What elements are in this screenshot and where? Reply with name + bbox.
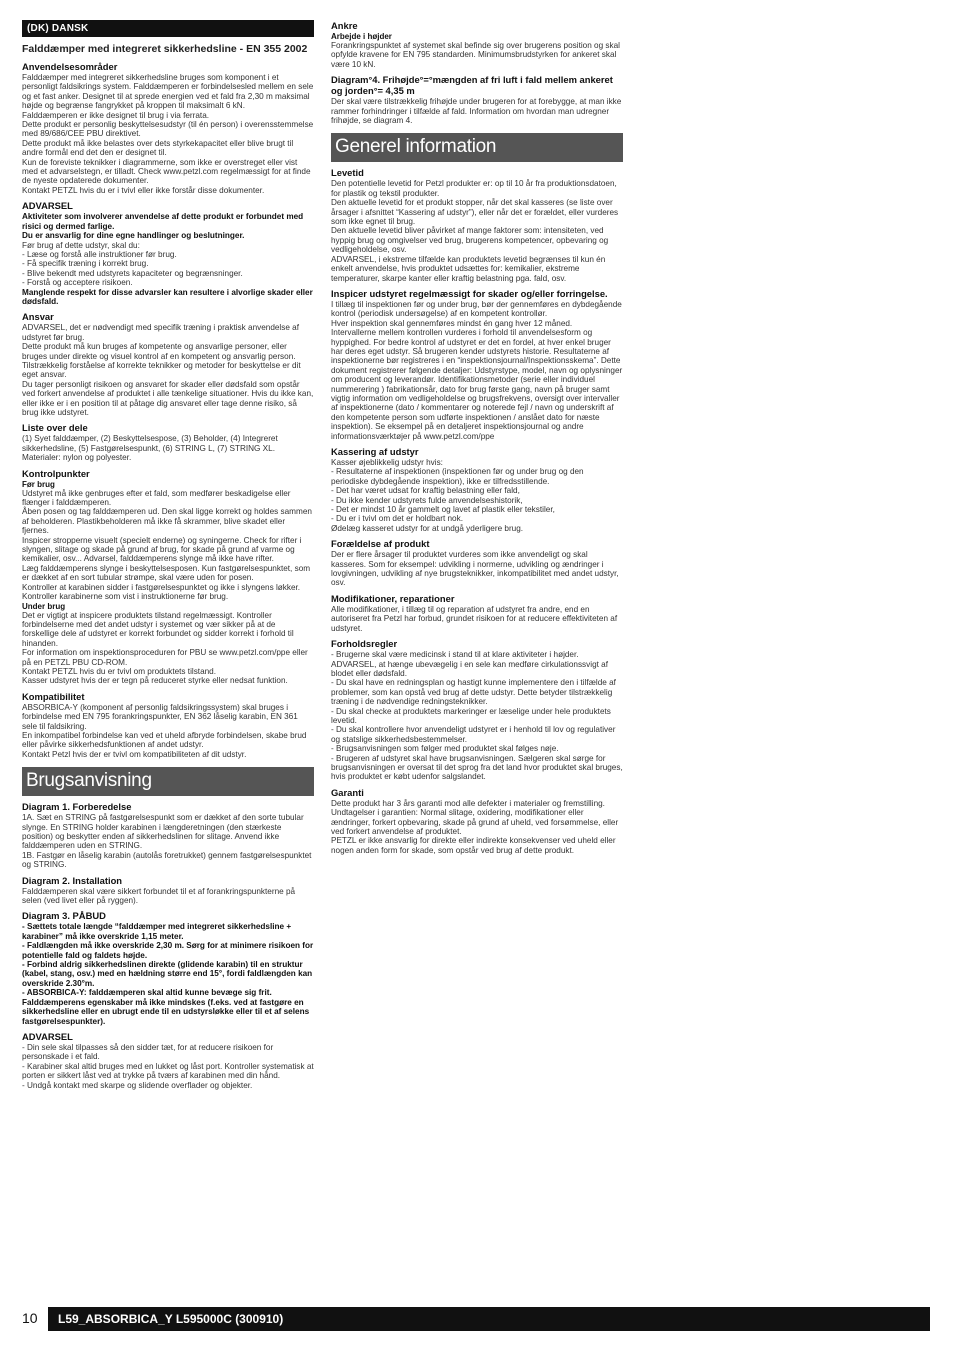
advarsel-bold-intro: Aktiviteter som involverer anvendelse af dette produkt er forbundet med risici og dermed farlige. Du er ansvarlig for dine egne handlinger og beslutninger. bbox=[22, 212, 304, 241]
section-heading-diagram-3: Diagram 3. PÅBUD bbox=[22, 910, 106, 922]
document-reference-bar: L59_ABSORBICA_Y L595000C (300910) bbox=[48, 1307, 930, 1331]
section-text-ankre: Forankringspunktet af systemet skal befinde sig over brugerens position og skal opfylde kravene for EN 795 standarden. Minimumsbrudstyrken for ankeret skal være 10 kN. bbox=[331, 41, 620, 69]
section-text-kompatibilitet: ABSORBICA-Y (komponent af personlig faldsikringssystem) skal bruges i forbindelse med EN 795 forankringspunkter, EN 362 låselig karabin, EN 361 sele til faldsikring. En inkompatibel forbindelse kan ved et uheld afbryde forbindelsen, skabe brud eller påvirke sikkerhedsfunktionen af andet udstyr. Kontakt Petzl hvis der er tvivl om kompatibiliteten af dit udstyr. bbox=[22, 702, 307, 759]
section-heading-inspicer: Inspicer udstyret regelmæssigt for skader og/eller forringelse. bbox=[331, 287, 608, 299]
section-text-inspicer: I tillæg til inspektionen før og under brug, bør der gennemføres en dybdegående kontrol (periodisk undersøgelse) af en kompetent kontrollør. Hver inspektion skal gennemføres mindst én gang hver 12 måned. Intervallerne mellem kontrollen vurderes i forhold til anvendelsesform og hyppighed. For bedre kontrol af udstyret er det en fordel, at hver enkel bruger har deres eget udstyr. Så brugeren kender udstyrets historie. Resultaterne af inspektionerne bør registreres i en “inspektionsjournal/Inspektionsskema”. Dette dokument registrerer følgende detaljer: Udstyrstype, model, navn og oplysninger om producent og leverandør. Identifikationsmetoder (serie eller individuel nummerering ) fabrikationsår, dato for brug første gang, navn på bruger samt vigtig information om vedligeholdelse og brugsfrekvens, oversigt over intervaller af inspektionerne (dato / kommentarer og noterede fejl / navn og underskrift af den kompetente person som udførte inspektionen / anslået dato for næste inspektion). Se eksempel på en detaljeret inspektionsjournal og andre informationsværktøjer på www.petzl.com/ppe bbox=[331, 299, 623, 441]
section-text-levetid: Den potentielle levetid for Petzl produkter er: op til 10 år fra produktionsdatoen, for plastik og tekstil produkter. Den aktuelle levetid for et produkt stopper, når det skal kasseres (se liste over årsager i afsnittet “Kassering af udstyr”), eller når det er forældet, eller vurderes som ikke egnet til brug. Den aktuelle levetid bliver påvirket af mange faktorer som: intensiteten, ved hyppig brug og omgivelser ved brug, brugerens kompetencer, opbevaring og vedligeholdelse, osv. ADVARSEL, i ekstreme tilfælde kan produktets levetid begrænses til kun én enkelt anvendelse, hvis produktet udsættes for: kemikalier, ekstreme temperaturer, skarpe kanter eller kraftig belastning pga. fald, osv. bbox=[331, 179, 619, 283]
section-heading-diagram-2: Diagram 2. Installation bbox=[22, 874, 123, 886]
section-heading-advarsel-2: ADVARSEL bbox=[22, 1030, 73, 1042]
section-text-anvendelse: Falddæmper med integreret sikkerhedsline bruges som komponent i et personligt faldsikrings system. Falddæmperen er forbindelsesled mellem en sele og et fast anker. Designet til at sprede energien ved et fald fra 2,30 m maksimal højde og begrænse fangrykket på kroppen til maksimalt 6 kN. Falddæmperen er ikke designet til brug i via ferrata. Dette produkt er personlig beskyttelsesudstyr (til én person) i overensstemmelse med 89/686/CEE PBU direktivet. Dette produkt må ikke belastes over dets styrkekapacitet eller blive brugt til andre formål end det den er designet til. Kun de foreviste teknikker i diagrammerne, som ikke er overstreget eller vist med et advarselstegn, er tilladt. Check www.petzl.com regelmæssigt for at finde de nyeste opdaterede dokumenter. Kontakt PETZL hvis du er i tvivl eller ikke forstår disse dokumenter. bbox=[22, 73, 314, 195]
section-heading-kontrol: Kontrolpunkter bbox=[22, 467, 90, 479]
right-column bbox=[331, 20, 623, 855]
section-text-kassering: Kasser øjeblikkelig udstyr hvis: - Resultaterne af inspektionen (inspektionen før og under brug og den periodiske dybdegående inspektion), ikke er tilfredsstillende. - Det har været udsat for kraftig belastning eller fald, - Du ikke kender udstyrets fulde anvendelseshistorik, - Det er mindst 10 år gammelt og lavet af plastik eller tekstiler, - Du er i tvivl om det er holdbart nok. Ødelæg kasseret udstyr for at undgå yderligere brug. bbox=[331, 458, 584, 533]
section-heading-ansvar: Ansvar bbox=[22, 311, 54, 323]
section-heading-foraeldelse: Forældelse af produkt bbox=[331, 538, 430, 550]
document-title: Falddæmper med integreret sikkerhedsline - EN 355 2002 bbox=[22, 43, 308, 55]
section-text-diagram-2: Falddæmperen skal være sikkert forbundet til et af forankringspunkterne på selen (ved livet eller på ryggen). bbox=[22, 886, 296, 906]
section-banner-brugsanvisning: Brugsanvisning bbox=[22, 767, 314, 796]
section-text-diagram-3: - Sættets totale længde “falddæmper med integreret sikkerhedsline + karabiner” må ikke overskride 1,15 meter. - Faldlængden må ikke overskride 2,30 m. Sørg for at minimere risikoen for potentielle fald og faldets højde. - Forbind aldrig sikkerhedslinen direkte (glidende karabin) til en struktur (kabel, stang, osv.) med en hældning større end 15°, fordi faldlængden kan overskride 2.30°m. - ABSORBICA-Y: falddæmperen skal altid kunne bevæge sig frit. Falddæmperens egenskaber må ikke mindskes (f.eks. ved at fastgøre en sikkerhedsline eller en ubrugt ende til en udstyrsløkke eller til et af selens fastgørelsespunkter). bbox=[22, 922, 314, 1026]
language-label: (DK) DANSK bbox=[22, 20, 314, 37]
page-footer bbox=[22, 1307, 930, 1331]
section-heading-advarsel: ADVARSEL bbox=[22, 200, 73, 212]
section-heading-liste: Liste over dele bbox=[22, 422, 88, 434]
section-heading-modifikationer: Modifikationer, reparationer bbox=[331, 592, 455, 604]
section-text-advarsel: Før brug af dette udstyr, skal du: - Læse og forstå alle instruktioner før brug. - Få specifik træning i korrekt brug. - Blive bekendt med udstyrets kapaciteter og begrænsninger. - Forstå og acceptere risikoen. bbox=[22, 240, 243, 288]
section-text-garanti: Dette produkt har 3 års garanti mod alle defekter i materialer og fremstilling. Undtagelser i garantien: Normal slitage, oxidering, modifikationer eller ændringer, forkert opbevaring, skade på grund af uheld, ved forsømmelse, eller ved forkert anvendelse af produktet. PETZL er ikke ansvarlig for direkte eller indirekte konsekvenser ved uheld eller nogen anden form for skade, som opstår ved brug af dette produkt. bbox=[331, 798, 619, 855]
section-text-modifikationer: Alle modifikationer, i tillæg til og reparation af udstyret fra andre, end en autoriseret fra Petzl har forbud, grundet risikoen for at reducere effektiviteten af udstyret. bbox=[331, 604, 618, 633]
section-heading-diagram-1: Diagram 1. Forberedelse bbox=[22, 801, 132, 813]
section-text-under-brug: Det er vigtigt at inspicere produktets tilstand regelmæssigt. Kontroller forbindelserne med det andet udstyr i systemet og vær sikker på at de forskellige dele af udstyret er korrekt forbundet og sidder korrekt i forhold til hinanden. For information om inspektionsproceduren for PBU se www.petzl.com/ppe eller på en PETZL PBU CD-ROM. Kontakt PETZL hvis du er tvivl om produktets tilstand. Kasser udstyret hvis der er tegn på reduceret styrke eller nedsat funktion. bbox=[22, 610, 308, 686]
page-number: 10 bbox=[22, 1310, 38, 1326]
section-heading-diagram-4: Diagram°4. Frihøjde°=°mængden af fri luft i fald mellem ankeret og jorden°= 4,35 m bbox=[331, 74, 613, 97]
section-banner-generel-information: Generel information bbox=[331, 133, 623, 162]
advarsel-bold-outro: Manglende respekt for disse advarsler kan resultere i alvorlige skader eller dødsfald. bbox=[22, 287, 313, 306]
section-heading-kassering: Kassering af udstyr bbox=[331, 446, 419, 457]
section-text-diagram-4: Der skal være tilstrækkelig frihøjde under brugeren for at forebygge, at man ikke rammer forhindringer i tilfælde af fald. Information om hvordan man udregner frihøjde, se diagram 4. bbox=[331, 97, 622, 126]
section-heading-garanti: Garanti bbox=[331, 786, 364, 798]
section-heading-levetid: Levetid bbox=[331, 167, 364, 179]
section-text-advarsel-2: - Din sele skal tilpasses så den sidder tæt, for at reducere risikoen for personskade i et fald. - Karabiner skal altid bruges med en lukket og låst port. Kontroller systematisk at porten er sikkert låst ved at trykke på tværs af karabinen med din hånd. - Undgå kontakt med skarpe og slidende overflader og objekter. bbox=[22, 1042, 314, 1090]
section-text-liste: (1) Syet falddæmper, (2) Beskyttelsespose, (3) Beholder, (4) Integreret sikkerhedsline, (5) Fastgørelsespunkt, (6) STRING L, (7) STRING XL. Materialer: nylon og polyester. bbox=[22, 434, 278, 463]
section-heading-forholdsregler: Forholdsregler bbox=[331, 638, 398, 650]
section-heading-anvendelse: Anvendelsesområder bbox=[22, 61, 118, 72]
section-heading-ankre: Ankre bbox=[331, 20, 358, 31]
left-column bbox=[22, 20, 314, 1090]
subheading-under-brug: Under brug bbox=[22, 601, 66, 611]
section-text-ansvar: ADVARSEL, det er nødvendigt med specifik træning i praktisk anvendelse af udstyret før brug. Dette produkt må kun bruges af kompetente og ansvarlige personer, eller bruges under direkte og visuel kontrol af en kompetent og ansvarlig person. Tilstrækkelig forståelse af korrekte teknikker og metoder for beskyttelse er dit eget ansvar. Du tager personligt risikoen og ansvaret for skader eller dødsfald som opstår ved forkert anvendelse af produktet i alle tænkelige situationer. Hvis du ikke kan, eller ikke er i en position til at påtage dig ansvaret eller tage denne risiko, så brug ikke udstyret. bbox=[22, 323, 314, 417]
section-text-forholdsregler: - Brugerne skal være medicinsk i stand til at klare aktiviteter i højder. ADVARSEL, at hænge ubevægelig i en sele kan medføre cirkulationssvigt af blodet eller dødsfald. - Du skal have en redningsplan og hastigt kunne implementere den i tilfælde af problemer, som kan opstå ved brug af dette udstyr. Dette betyder tilstrækkelig træning i de nødvendige redningsteknikker. - Du skal checke at produktets markeringer er læselige under hele produktets levetid. - Du skal kontrollere hvor anvendeligt udstyret er i henhold til lov og regulativer og statslige sikkerhedsbestemmelser. - Brugsanvisningen som følger med produktet skal følges nøje. - Brugeren af udstyret skal have brugsanvisningen. Sælgeren skal sørge for brugsanvisningen er oversat til det sprog fra det land hvor produktet skal bruges, hvis produktet er købt udenfor salgslandet. bbox=[331, 650, 623, 782]
subheading-foer-brug: Før brug bbox=[22, 479, 55, 489]
section-text-foer-brug: Udstyret må ikke genbruges efter et fald, som medfører beskadigelse eller flænger i falddæmperen. Åben posen og tag falddæmperen ud. Den skal ligge korrekt og holdes sammen af beholderen. Plastikbeholderen må ikke få skrammer, blive skadet eller fjernes. Inspicer stropperne visuelt (specielt enderne) og syningerne. Check for rifter i slyngen, slitage og skade på grund af brug, for skade på grund af varme og kemikalier, osv... Advarsel, falddæmperens slynge må ikke have rifter. Læg falddæmperens slynge i beskyttelsesposen. Kun fastgørelsespunktet, som er dækket af en sort tubular strømpe, skal være uden for posen. Kontroller at karabinen sidder i fastgørelsespunktet og ikke i slyngens løkker. Kontroller karabinerne som vist i instruktionerne før brug. bbox=[22, 488, 312, 602]
section-text-diagram-1: 1A. Sæt en STRING på fastgørelsespunkt som er dækket af den sorte tubular slynge. En STRING holder karabinen i længderetningen (den stærkeste position) og beskytter enden af sikkerhedslinen for slitage. Anvend ikke falddæmperen uden en STRING. 1B. Fastgør en låselig karabin (autolås foretrukket) gennem fastgørelsespunktet og STRING. bbox=[22, 813, 312, 870]
subheading-arbejde-i-hoejder: Arbejde i højder bbox=[331, 32, 392, 41]
section-text-foraeldelse: Der er flere årsager til produktet vurderes som ikke anvendeligt og skal kasseres. Som for eksempel: udvikling i normerne, udvikling og ændringer i lovgivningen, udvikling af nye brugsteknikker, inkompatibilitet med andet udstyr, osv. bbox=[331, 550, 619, 588]
section-heading-kompatibilitet: Kompatibilitet bbox=[22, 690, 85, 702]
